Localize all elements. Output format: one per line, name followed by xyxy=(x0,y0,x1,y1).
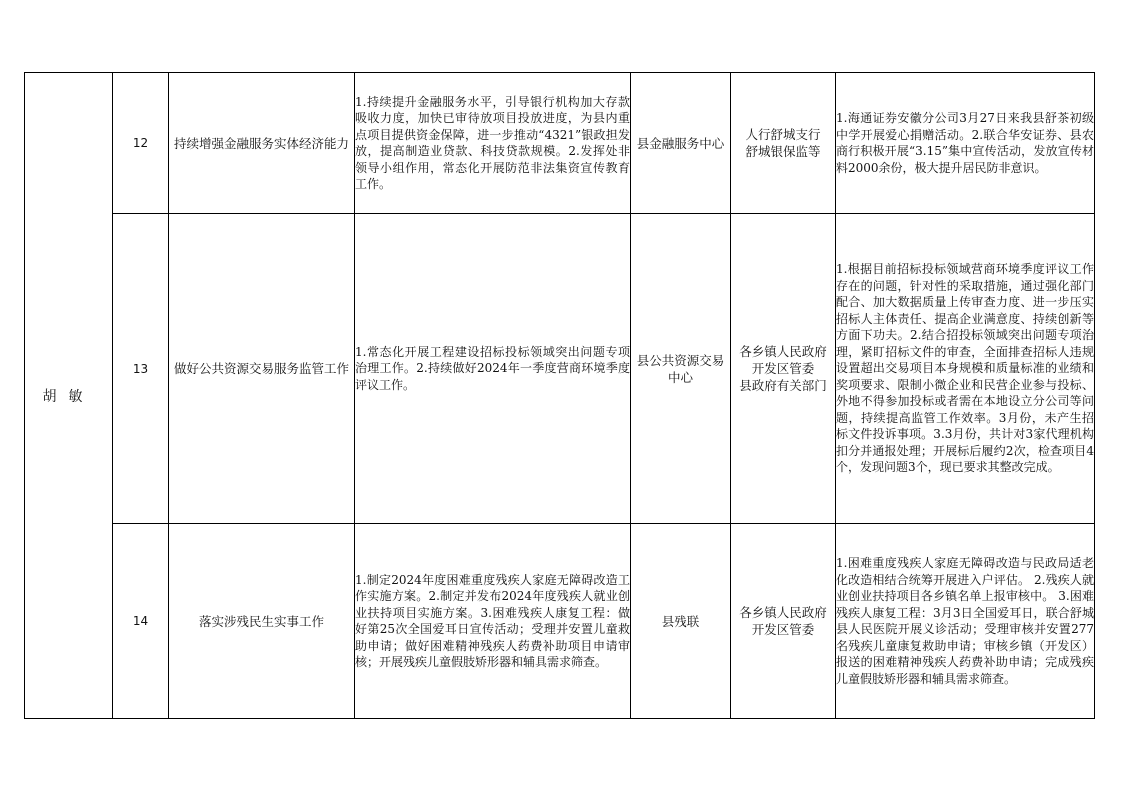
lead-unit: 县残联 xyxy=(631,524,731,719)
task-name: 持续增强金融服务实体经济能力 xyxy=(169,73,355,214)
cooperating-unit: 各乡镇人民政府 xyxy=(739,344,827,359)
work-progress-table xyxy=(24,72,1095,719)
lead-unit: 县金融服务中心 xyxy=(631,73,731,214)
cooperating-unit: 开发区管委 xyxy=(751,361,815,376)
row-number: 13 xyxy=(113,214,169,524)
progress-status: 1.困难重度残疾人家庭无障碍改造与民政局适老化改造相结合统筹开展进入户评估。 2.残疾人就业创业扶持项目各乡镇名单上报审核中。 3.困难残疾人康复工程：3月3日全国爱耳日，联合舒城县人民医院开展义诊活动；受理审核并安置277名残疾儿童康复救助申请；审核乡镇（开发区）报送的困难精神残疾人药费补助申请；完成残疾儿童假肢矫形器和辅具需求筛查。 xyxy=(836,524,1095,719)
cooperating-units xyxy=(731,524,836,719)
progress-status: 1.海通证券安徽分公司3月27日来我县舒茶初级中学开展爱心捐赠活动。2.联合华安证券、县农商行积极开展“3.15”集中宣传活动，发放宣传材料2000余份，极大提升居民防非意识。 xyxy=(836,73,1095,214)
cooperating-unit: 各乡镇人民政府 xyxy=(739,605,827,620)
work-measures: 1.持续提升金融服务水平，引导银行机构加大存款吸收力度，加快已审待放项目投放进度，为县内重点项目提供资金保障，进一步推动“4321”银政担发放，提高制造业贷款、科技贷款规模。2.发挥处非领导小组作用，常态化开展防范非法集资宣传教育工作。 xyxy=(355,73,631,214)
progress-status: 1.根据目前招标投标领域营商环境季度评议工作存在的问题，针对性的采取措施，通过强化部门配合、加大数据质量上传审查力度、进一步压实招标人主体责任、提高企业满意度、持续创新等方面下功夫。2.结合招投标领域突出问题专项治理，紧盯招标文件的审查，全面排查招标人违规设置超出交易项目本身规模和质量标准的业绩和奖项要求、限制小微企业和民营企业参与投标、外地不得参加投标或者需在本地设立分公司等问题，持续提高监管工作效率。3月份，未产生招标文件投诉事项。3.3月份，共计对3家代理机构扣分并通报处理；开展标后履约2次，检查项目4个，发现问题3个，现已要求其整改完成。 xyxy=(836,214,1095,524)
row-number: 12 xyxy=(113,73,169,214)
responsible-person: 胡敏 xyxy=(25,73,113,719)
task-name: 做好公共资源交易服务监管工作 xyxy=(169,214,355,524)
lead-unit: 县公共资源交易中心 xyxy=(631,214,731,524)
work-measures: 1.制定2024年度困难重度残疾人家庭无障碍改造工作实施方案。2.制定并发布2024年度残疾人就业创业扶持项目实施方案。3.困难残疾人康复工程：做好第25次全国爱耳日宣传活动；受理并安置儿童救助申请；做好困难精神残疾人药费补助项目申请审核；开展残疾儿童假肢矫形器和辅具需求筛查。 xyxy=(355,524,631,719)
cooperating-unit: 开发区管委 xyxy=(751,622,815,637)
cooperating-units xyxy=(731,214,836,524)
cooperating-unit: 县政府有关部门 xyxy=(739,378,827,393)
table-row xyxy=(25,214,1095,524)
cooperating-unit: 人行舒城支行 xyxy=(745,127,821,142)
cooperating-unit: 舒城银保监等 xyxy=(745,144,821,159)
row-number: 14 xyxy=(113,524,169,719)
table-row xyxy=(25,73,1095,214)
cooperating-units xyxy=(731,73,836,214)
table-row xyxy=(25,524,1095,719)
work-measures: 1.常态化开展工程建设招标投标领域突出问题专项治理工作。2.持续做好2024年一季度营商环境季度评议工作。 xyxy=(355,214,631,524)
task-name: 落实涉残民生实事工作 xyxy=(169,524,355,719)
